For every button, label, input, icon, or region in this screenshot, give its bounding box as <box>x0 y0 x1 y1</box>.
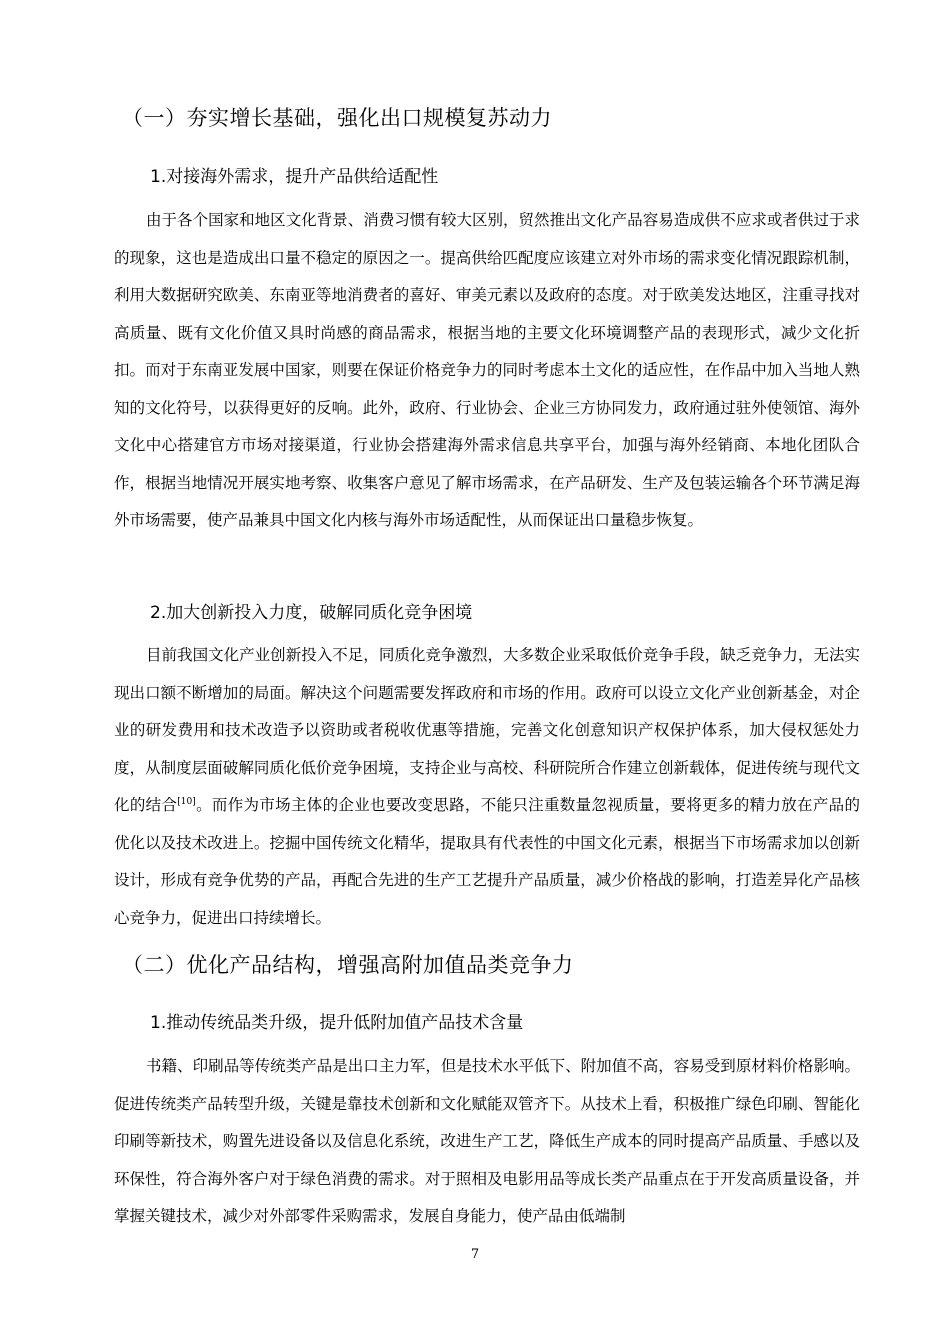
subsection-heading-1-1: 1.对接海外需求，提升产品供给适配性 <box>150 167 439 187</box>
subsection-heading-2-1: 1.推动传统品类升级，提升低附加值产品技术含量 <box>150 1013 524 1033</box>
paragraph-1-2-part1: 目前我国文化产业创新投入不足，同质化竞争激烈，大多数企业采取低价竞争手段，缺乏竞争力，无法实现出口额不断增加的局面。解决这个问题需要发挥政府和市场的作用。政府可以设立文化产业创新基金，对企业的研发费用和技术改造予以资助或者税收优惠等措施，完善文化创意知识产权保护体系，加大侵权惩处力度，从制度层面破解同质化低价竞争困境，支持企业与高校、科研院所合作建立创新载体，促进传统与现代文化的结合 <box>114 646 860 814</box>
paragraph-1-2-part2: 。而作为市场主体的企业也要改变思路，不能只注重数量忽视质量，要将更多的精力放在产品的优化以及技术改进上。挖掘中国传统文化精华，提取具有代表性的中国文化元素，根据当下市场需求加以创新设计，形成有竞争优势的产品，再配合先进的生产工艺提升产品质量，减少价格战的影响，打造差异化产品核心竞争力，促进出口持续增长。 <box>114 796 860 927</box>
subsection-heading-1-2: 2.加大创新投入力度，破解同质化竞争困境 <box>150 603 473 623</box>
paragraph-1-1: 由于各个国家和地区文化背景、消费习惯有较大区别，贸然推出文化产品容易造成供不应求或者供过于求的现象，这也是造成出口量不稳定的原因之一。提高供给匹配度应该建立对外市场的需求变化情况跟踪机制，利用大数据研究欧美、东南亚等地消费者的喜好、审美元素以及政府的态度。对于欧美发达地区，注重寻找对高质量、既有文化价值又具时尚感的商品需求，根据当地的主要文化环境调整产品的表现形式，减少文化折扣。而对于东南亚发展中国家，则要在保证价格竞争力的同时考虑本土文化的适应性，在作品中加入当地人熟知的文化符号，以获得更好的反响。此外，政府、行业协会、企业三方协同发力，政府通过驻外使领馆、海外文化中心搭建官方市场对接渠道，行业协会搭建海外需求信息共享平台，加强与海外经销商、本地化团队合作，根据当地情况开展实地考察、收集客户意见了解市场需求，在产品研发、生产及包装运输各个环节满足海外市场需要，使产品兼具中国文化内核与海外市场适配性，从而保证出口量稳步恢复。 <box>114 211 860 529</box>
paragraph-2-1: 书籍、印刷品等传统类产品是出口主力军，但是技术水平低下、附加值不高，容易受到原材料价格影响。促进传统类产品转型升级，关键是靠技术创新和文化赋能双管齐下。从技术上看，积极推广绿色印刷、智能化印刷等新技术，购置先进设备以及信息化系统，改进生产工艺，降低生产成本的同时提高产品质量、手感以及环保性，符合海外客户对于绿色消费的需求。对于照相及电影用品等成长类产品重点在于开发高质量设备，并掌握关键技术，减少对外部零件采购需求，发展自身能力，使产品由低端制 <box>114 1057 860 1225</box>
section-heading-1: （一）夯实增长基础，强化出口规模复苏动力 <box>122 106 552 130</box>
citation-ref: [10] <box>177 797 196 807</box>
paragraph-1-2 <box>114 637 860 937</box>
page-number: 7 <box>470 1247 480 1262</box>
section-heading-2: （二）优化产品结构，增强高附加值品类竞争力 <box>122 953 574 977</box>
